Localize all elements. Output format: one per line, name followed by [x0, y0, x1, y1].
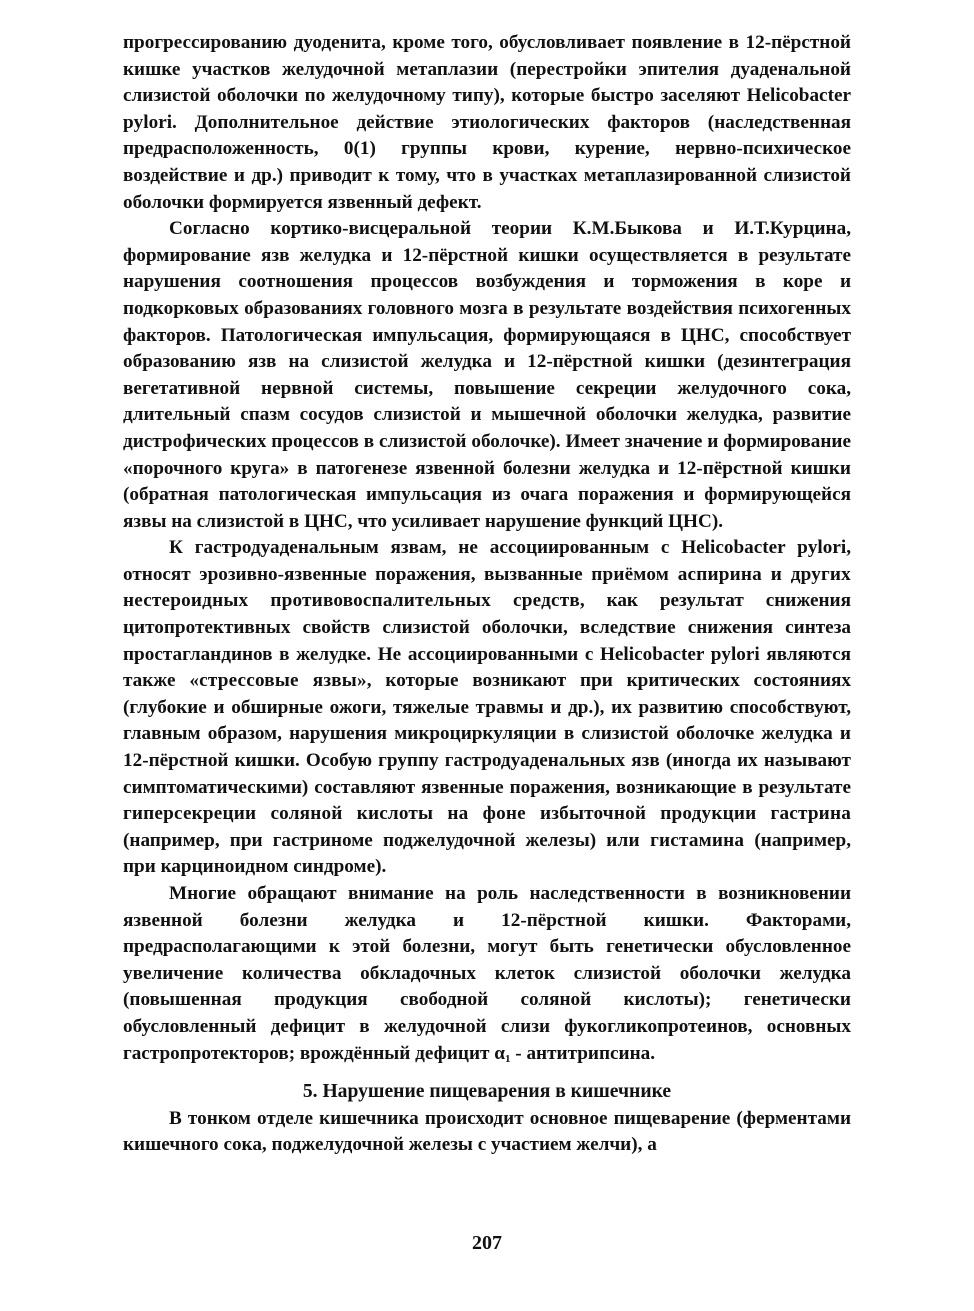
paragraph-1: прогрессированию дуоденита, кроме того, обусловливает появление в 12-пёрстной кишке участков желудочной метаплазии (перестройки эпителия дуаденальной слизистой оболочки по желудочному типу), которые быстро заселяют Helicobacter pylori. Дополнительное действие этиологических факторов (наследственная предрасположенность, 0(1) группы крови, курение, нервно-психическое воздействие и др.) приводит к тому, что в участках метаплазированной слизистой оболочки формируется язвенный дефект.	[123, 32, 851, 213]
body-text	[123, 30, 851, 1159]
alpha-subscript: 1	[504, 1052, 511, 1065]
paragraph-5: В тонком отделе кишечника происходит основное пищеварение (ферментами кишечного сока, поджелудочной железы с участием желчи), а	[123, 1107, 851, 1156]
emphasis-stress-ulcers: «стрессовые язвы»	[189, 670, 367, 692]
emphasis-hypersecretion: гиперсекреции соляной кислоты на фоне избыточной продукции гастрина	[123, 803, 851, 825]
paragraph-4-text-2: - антитрипсина.	[510, 1042, 656, 1064]
paragraph-3-text-2: , как результат снижения цитопротективных свойств слизистой оболочки, вследствие снижения синтеза простагландинов в желудке. Не ассоциированными с Helicobacter pylori являются также	[123, 590, 851, 692]
paragraph-4-text-1: Многие обращают внимание на роль наследственности в возникновении язвенной болезни желудка и 12-пёрстной кишки. Факторами, предрасполагающими к этой болезни, могут быть генетически обусловленное увеличение количества обкладочных клеток слизистой оболочки желудка (повышенная продукция свободной соляной кислоты); генетически обусловленный дефицит в желудочной слизи фукогликопротеинов, основных гастропротекторов; врождённый дефицит α	[123, 883, 851, 1064]
section-heading: 5. Нарушение пищеварения в кишечнике	[302, 1081, 672, 1103]
paragraph-3	[123, 535, 851, 881]
paragraph-3-text-3: , которые возникают при критических состояниях (глубокие и обширные ожоги, тяжелые травмы и др.), их развитию способствуют, главным образом, нарушения микроциркуляции в слизистой оболочке желудка и 12-пёрстной кишки. Особую группу гастродуаденальных язв (иногда их называют симптоматическими) составляют язвенные поражения, возникающие в результате	[123, 670, 851, 798]
paragraph-3-text-4: (например, при гастриноме поджелудочной железы)	[123, 829, 607, 851]
paragraph-2: Согласно кортико-висцеральной теории К.М.Быкова и И.Т.Курцина, формирование язв желудка и 12-пёрстной кишки осуществляется в результате нарушения соотношения процессов возбуждения и торможения в коре и подкорковых образованиях головного мозга в результате воздействия психогенных факторов. Патологическая импульсация, формирующаяся в ЦНС, способствует образованию язв на слизистой желудка и 12-пёрстной кишки (дезинтеграция вегетативной нервной системы, повышение секреции желудочного сока, длительный спазм сосудов слизистой и мышечной оболочки желудка, развитие дистрофических процессов в слизистой оболочке). Имеет значение и формирование «порочного круга» в патогенезе язвенной болезни желудка и 12-пёрстной кишки (обратная патологическая импульсация из очага поражения и формирующейся язвы на слизистой в ЦНС, что усиливает нарушение функций ЦНС).	[123, 218, 851, 532]
page-number: 207	[472, 1232, 502, 1254]
paragraph-3-text-5: (например, при карциноидном синдроме).	[123, 829, 851, 878]
paragraph-4	[123, 881, 851, 1067]
emphasis-aspirin: приёмом аспирина и других нестероидных противовоспалительных средств	[123, 563, 851, 612]
emphasis-histamine: или гистамина	[606, 829, 745, 851]
paragraph-3-text-1: К гастродуаденальным язвам, не ассоциированным с Helicobacter pylori, относят эрозивно-язвенные поражения, вызванные	[123, 537, 851, 585]
